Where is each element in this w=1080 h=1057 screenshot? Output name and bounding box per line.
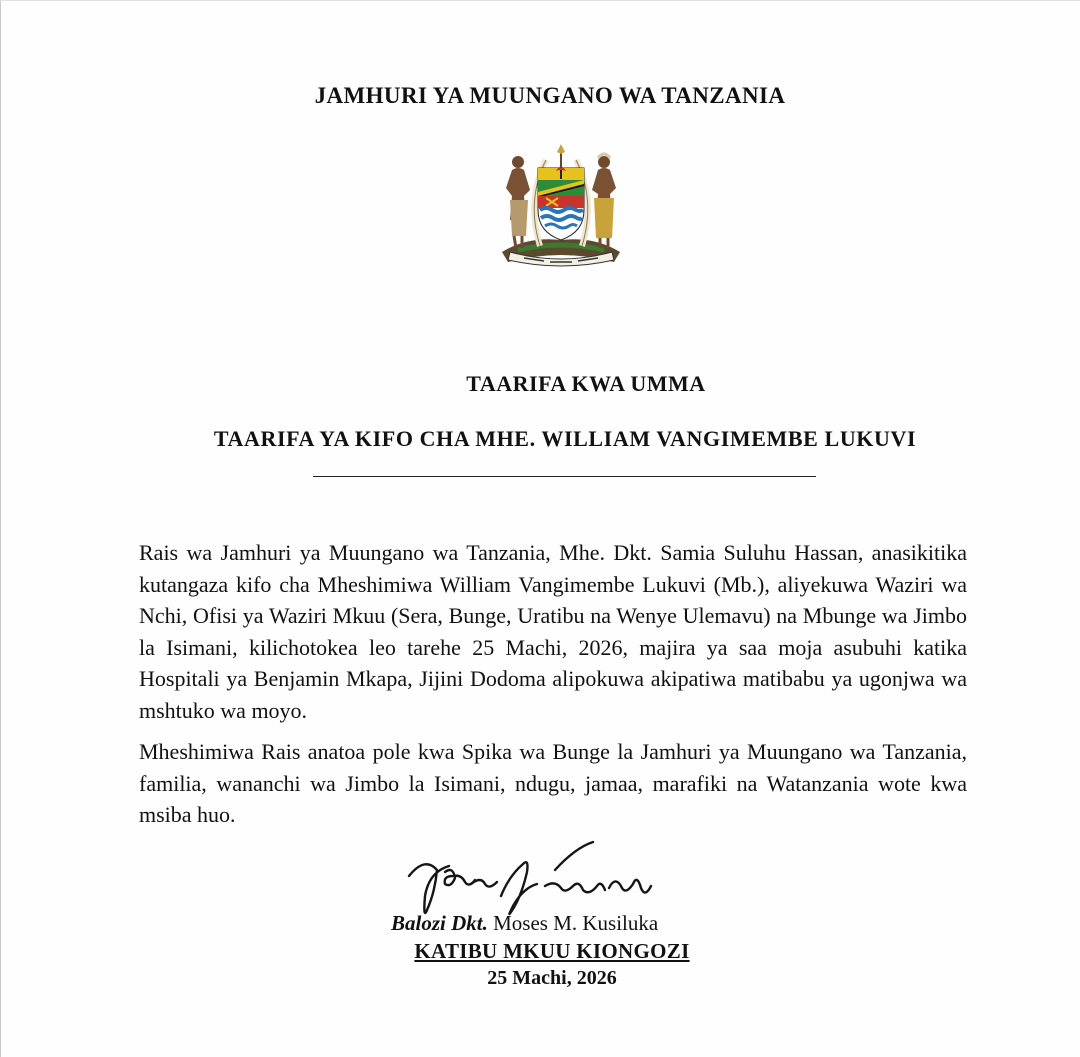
signature-date: 25 Machi, 2026 xyxy=(487,967,617,989)
page-top-edge xyxy=(0,0,1080,1)
signer-title: KATIBU MKUU KIONGOZI xyxy=(414,939,690,963)
title-underline-divider xyxy=(313,476,816,477)
notice-subject: TAARIFA YA KIFO CHA MHE. WILLIAM VANGIMEMBE LUKUVI xyxy=(213,426,917,451)
announcement-paragraph: Rais wa Jamhuri ya Muungano wa Tanzania, Mhe. Dkt. Samia Suluhu Hassan, anasikitika kutangaza kifo cha Mheshimiwa William Vangimembe Lukuvi (Mb.), aliyekuwa Waziri wa Nchi, Ofisi ya Waziri Mkuu (Sera, Bunge, Uratibu na Wenye Ulemavu) na Mbunge wa Jimbo la Isimani, kilichotokea leo tarehe 25 Machi, 2026, majira ya saa moja asubuhi katika Hospitali ya Benjamin Mkapa, Jijini Dodoma alipokuwa akipatiwa matibabu ya ugonjwa wa mshtuko wa moyo. xyxy=(139,540,967,723)
condolence-paragraph: Mheshimiwa Rais anatoa pole kwa Spika wa Bunge la Jamhuri ya Muungano wa Tanzania, familia, wananchi wa Jimbo la Isimani, ndugu, jamaa, marafiki na Watanzania wote kwa msiba huo. xyxy=(139,739,967,827)
signer-name: Moses M. Kusiluka xyxy=(493,911,659,935)
signer-line xyxy=(391,911,658,936)
coat-of-arms-icon xyxy=(488,140,634,270)
notice-title: TAARIFA KWA UMMA xyxy=(466,371,706,396)
signer-honorific: Balozi Dkt. xyxy=(391,911,488,935)
page-left-edge xyxy=(0,0,1,1057)
republic-header: JAMHURI YA MUUNGANO WA TANZANIA xyxy=(314,83,786,108)
